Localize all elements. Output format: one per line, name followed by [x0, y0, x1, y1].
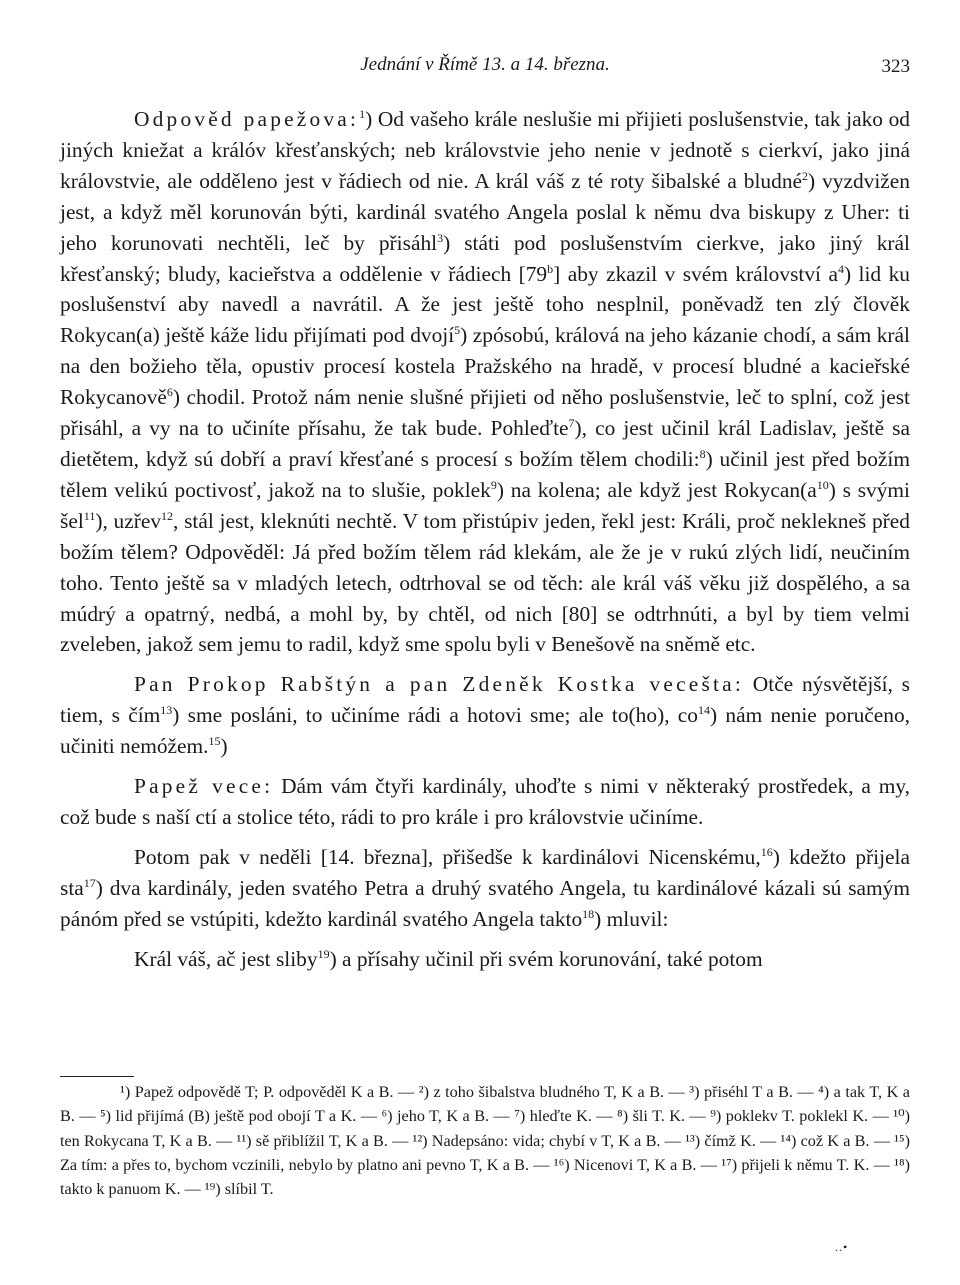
text-run: Potom pak v neděli [14. března], přišedše k kardinálovi Nicenskému, — [134, 844, 761, 869]
footnote-ref: 16 — [760, 844, 773, 859]
footnote-ref: 6 — [166, 385, 173, 400]
paragraph-cardinal-speech — [60, 944, 910, 975]
running-title: Jednání v Římě 13. a 14. března. — [360, 54, 610, 75]
text-run: ) a přísahy učinil při svém korunování, také potom — [329, 946, 763, 971]
text-run: Otče nýsvětější, s tiem, s čím — [60, 672, 910, 728]
footnote-ref: 5 — [454, 323, 461, 338]
text-run: ) lid ku poslušenství aby navedl a navrátil. A že jest ještě toho nesplnil, poněvadž ten zlý člověk Rokycan(a) ještě káže lidu přijímati pod dvojí — [60, 261, 910, 348]
text-run: ) státi pod poslušenstvím cierkve, jako jiný král křesťanský; bludy, kacieřstva a oddělenie v řádiech [79 — [60, 230, 910, 286]
text-run: ) nám nenie poručeno, učiniti nemóžem. — [60, 703, 910, 759]
footnote-ref: 14 — [698, 703, 710, 718]
speaker-label: Odpověd papežova: — [134, 107, 360, 131]
text-run: ) s svými šel — [60, 477, 910, 533]
footnote-ref: 9 — [490, 477, 497, 492]
text-run: ), uzřev — [95, 508, 162, 533]
text-run: ), co jest učinil král Ladislav, ještě sa dietětem, když sú dobří a praví křesťané s procesí s božím tělem chodili: — [60, 416, 910, 471]
text-run: ) chodil. Protož nám nenie slušné přijieti od něho poslušenstvie, leč to splní, což jest přisáhl, a vy na to učiníte přísahu, že tak bude. Pohleďte — [60, 385, 910, 441]
text-run: ) kdežto přijela sta — [60, 844, 910, 900]
footnote-ref: 3 — [437, 230, 444, 245]
footnote-ref: 18 — [582, 906, 595, 921]
signature-mark: ..• — [835, 1240, 849, 1254]
footnote-ref: 11 — [83, 508, 96, 523]
paragraph-pope-says — [60, 771, 910, 833]
footnote-ref: 13 — [160, 703, 173, 718]
text-run: ) na kolena; ale když jest Rokycan(a — [496, 477, 817, 502]
footnote-ref: 4 — [837, 261, 844, 276]
text-run: ) sme posláni, to učiníme rádi a hotovi sme; ale to(ho), co — [172, 703, 698, 728]
paragraph-envoys-reply — [60, 669, 910, 762]
text-run: ) vyzdvižen jest, a když měl korunován býti, kardinál svatého Angela poslal k němu dva biskupy z Uher: ti jeho korunovati nechtěli, leč by přisáhl — [60, 168, 910, 255]
text-run: Král váš, ač jest sliby — [134, 946, 318, 971]
text-run: Dám vám čtyři kardinály, uhoďte s nimi v některaký prostředek, a my, což bude s naší ctí a stolice této, rádi to pro krále i pro královstvie učiníme. — [60, 774, 911, 829]
main-text — [60, 104, 910, 974]
footnote-ref: 7 — [568, 415, 575, 430]
text-run: ) dva kardinály, jeden svatého Petra a druhý svatého Angela, tu kardinálové kázali sú samým pánóm před se vstúpiti, kdežto kardinál svatého Angela takto — [60, 875, 910, 931]
footnote-text: ¹) Papež odpovědě T; P. odpověděl K a B. — ²) z toho šibalstva bludného T, K a B. — ³) přiséhl T a B. — ⁴) a tak T, K a B. — ⁵) lid přijímá (B) ještě pod obojí T a K. — ⁶) jeho T, K a B. — ⁷) hleďte K. — ⁸) šli T. K. — ⁹) poklekv T. poklekl K. — ¹⁰) ten Rokycana T, K a B. — ¹¹) sě přiblížil T, K a B. — ¹²) Nadepsáno: vida; chybí v T, K a B. — ¹³) čímž K. — ¹⁴) což K a B. — ¹⁵) Za tím: a přes to, bychom vczinili, nebylo by platno ani pevno T, K a B. — ¹⁶) Nicenovi T, K a B. — ¹⁷) přijeli k němu T. K. — ¹⁸) takto k panuom K. — ¹⁹) slíbil T. — [60, 1083, 910, 1199]
page-header — [60, 54, 910, 84]
footnote-ref: 15 — [208, 734, 221, 748]
paragraph-pope-answer — [60, 104, 910, 660]
text-run: ) Od vašeho krále neslušie mi přijieti poslušenstvie, tak jako od jiných kniežat a králóv křesťanských; neb královstvie jeho nenie v jednotě s cierkví, jako jiná královstvie, ale odděleno jest v řádiech od nie. A král váš z té roty šibalské a bludné — [60, 107, 910, 193]
text-run: ) zpósobú, králová na jeho kázanie chodí, a sám král na den božieho těla, opustiv procesí kostela Pražského na hradě, v procesí bludné a kacieřské Rokycanově — [60, 323, 910, 410]
footnote-divider — [60, 1076, 134, 1077]
paragraph-sunday — [60, 842, 910, 935]
text-run: ) učinil jest před božím tělem velikú poctivosť, jakož na to slušie, poklek — [60, 446, 910, 502]
text-run: , stál jest, kleknúti nechtě. V tom přistúpiv jeden, řekl jest: Králi, proč neklekneš před božím tělem? Odpověděl: Já před božím tělem rád klekám, ale že je v rukú zlých lidí, neučiním toho. Tento ještě sa v mladých letech, odtrhoval se od těch: ale král váš věku již dospělého, a sa múdrý a opatrný, nedbá, a mohl by, by chtěl, od nich [80] se odtrhnúti, a byl by tiem velmi zveleben, jakož sem jemu to radil, když sme spolu byli v Benešově na sněmě etc. — [60, 508, 910, 657]
speaker-label: Papež vece: — [134, 774, 274, 799]
page-number: 323 — [881, 56, 910, 77]
footnote-ref: 2 — [802, 168, 809, 183]
footnotes — [60, 1080, 910, 1201]
footnote-ref: 17 — [83, 875, 96, 890]
footnote-ref: 10 — [816, 477, 829, 492]
footnote-ref: 1 — [359, 106, 366, 121]
folio-mark: b — [547, 261, 554, 276]
text-run: ) mluvil: — [594, 906, 669, 931]
speaker-label: Pan Prokop Rabštýn a pan Zdeněk Kostka vecešta: — [134, 672, 744, 697]
footnote-ref: 8 — [699, 446, 706, 461]
footnote-ref: 12 — [161, 508, 174, 523]
footnote-ref: 19 — [317, 946, 330, 961]
text-run: ] aby zkazil v svém království a — [553, 261, 838, 286]
text-run: ) — [220, 734, 228, 759]
